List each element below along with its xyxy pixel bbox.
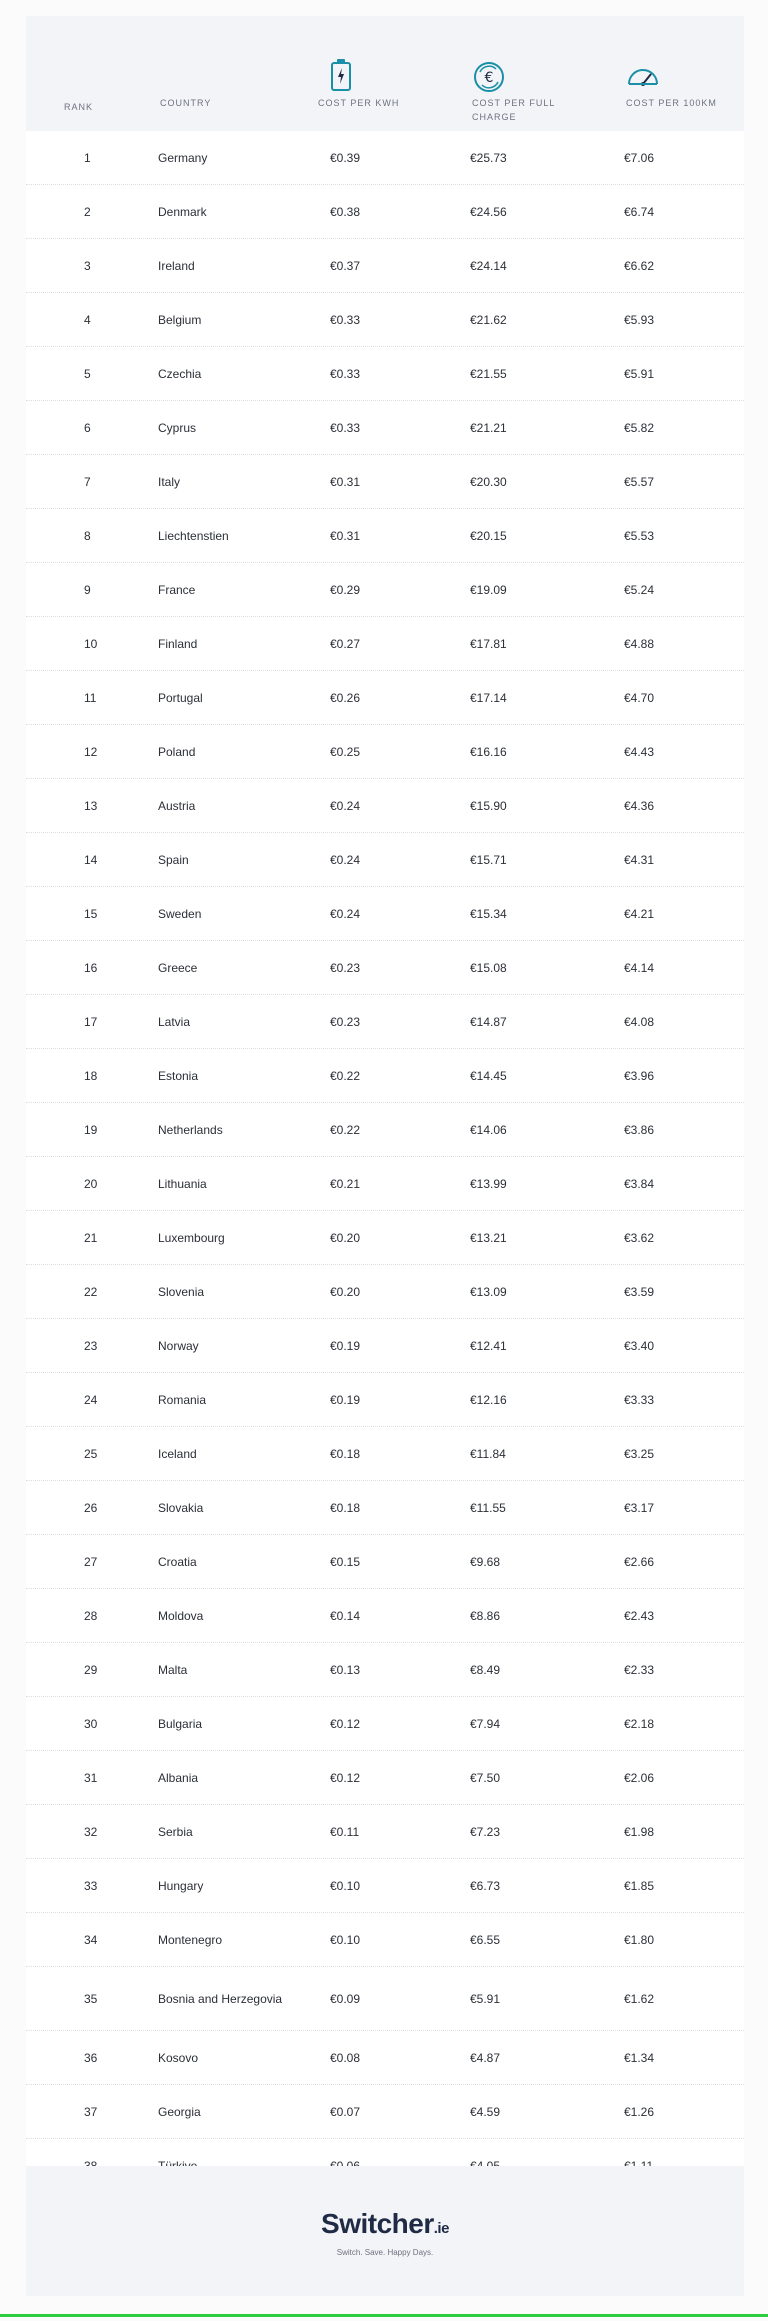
country-cell: Greece <box>158 960 198 975</box>
country-cell: Spain <box>158 852 189 867</box>
rank-cell: 30 <box>84 1716 98 1731</box>
cost-per-100km-cell: €4.31 <box>624 852 655 867</box>
country-cell: Slovenia <box>158 1284 205 1299</box>
cost-per-100km-cell: €5.53 <box>624 528 655 543</box>
cost-per-full-charge-cell: €14.06 <box>470 1122 507 1137</box>
rank-cell: 35 <box>84 1991 98 2006</box>
rank-cell: 36 <box>84 2050 98 2065</box>
cost-per-100km-cell: €4.88 <box>624 636 655 651</box>
svg-text:€: € <box>484 70 494 86</box>
country-cell: Ireland <box>158 258 195 273</box>
cost-per-100km-cell: €2.66 <box>624 1554 655 1569</box>
table-row <box>26 1751 744 1805</box>
table-row <box>26 941 744 995</box>
cost-per-kwh-cell: €0.27 <box>330 636 361 651</box>
cost-per-kwh-cell: €0.25 <box>330 744 361 759</box>
rank-cell: 10 <box>84 636 98 651</box>
country-cell: Norway <box>158 1338 199 1353</box>
cost-per-100km-cell: €4.36 <box>624 798 655 813</box>
cost-per-100km-cell: €1.80 <box>624 1932 655 1947</box>
cost-per-100km-cell: €4.43 <box>624 744 655 759</box>
country-cell: Estonia <box>158 1068 199 1083</box>
cost-per-kwh-cell: €0.22 <box>330 1068 361 1083</box>
rank-cell: 23 <box>84 1338 98 1353</box>
country-cell: France <box>158 582 196 597</box>
cost-per-100km-cell: €4.08 <box>624 1014 655 1029</box>
rank-cell: 3 <box>84 258 91 273</box>
cost-per-full-charge-cell: €8.49 <box>470 1662 501 1677</box>
cost-per-full-charge-cell: €6.55 <box>470 1932 501 1947</box>
table-row <box>26 1481 744 1535</box>
country-cell: Cyprus <box>158 420 197 435</box>
table-row <box>26 833 744 887</box>
country-cell: Bulgaria <box>158 1716 203 1731</box>
country-cell: Italy <box>158 474 181 489</box>
cost-per-kwh-cell: €0.20 <box>330 1230 361 1245</box>
rank-cell: 9 <box>84 582 91 597</box>
table-row <box>26 1373 744 1427</box>
cost-per-100km-cell: €5.91 <box>624 366 655 381</box>
table-row <box>26 671 744 725</box>
country-cell: Finland <box>158 636 198 651</box>
cost-per-full-charge-cell: €19.09 <box>470 582 507 597</box>
cost-per-full-charge-cell: €4.59 <box>470 2104 501 2119</box>
cost-per-kwh-cell: €0.31 <box>330 528 361 543</box>
cost-per-full-charge-cell: €14.87 <box>470 1014 507 1029</box>
cost-per-kwh-cell: €0.13 <box>330 1662 361 1677</box>
cost-per-kwh-cell: €0.33 <box>330 420 361 435</box>
cost-per-kwh-cell: €0.10 <box>330 1932 361 1947</box>
country-cell: Bosnia and Herzegovia <box>158 1991 283 2006</box>
cost-per-full-charge-cell: €24.14 <box>470 258 507 273</box>
cost-per-100km-cell: €2.18 <box>624 1716 655 1731</box>
rank-cell: 31 <box>84 1770 98 1785</box>
table-row <box>26 725 744 779</box>
table-body <box>26 131 744 2193</box>
cost-per-100km-cell: €1.26 <box>624 2104 655 2119</box>
rank-cell: 26 <box>84 1500 98 1515</box>
cost-per-full-charge-cell: €15.34 <box>470 906 507 921</box>
rank-cell: 33 <box>84 1878 98 1893</box>
country-cell: Netherlands <box>158 1122 223 1137</box>
cost-per-full-charge-cell: €12.41 <box>470 1338 507 1353</box>
cost-per-full-charge-cell: €25.73 <box>470 150 507 165</box>
table-row <box>26 185 744 239</box>
cost-per-100km-cell: €4.14 <box>624 960 655 975</box>
rank-cell: 6 <box>84 420 91 435</box>
rank-cell: 16 <box>84 960 98 975</box>
rank-cell: 17 <box>84 1014 98 1029</box>
bottom-accent-line <box>0 2314 768 2317</box>
rank-cell: 32 <box>84 1824 98 1839</box>
country-cell: Germany <box>158 150 208 165</box>
table-row <box>26 1535 744 1589</box>
header-rank: RANK <box>64 102 94 112</box>
rank-cell: 22 <box>84 1284 98 1299</box>
cost-per-full-charge-cell: €9.68 <box>470 1554 501 1569</box>
cost-per-100km-cell: €4.21 <box>624 906 655 921</box>
cost-per-kwh-cell: €0.21 <box>330 1176 361 1191</box>
country-cell: Georgia <box>158 2104 201 2119</box>
cost-per-full-charge-cell: €15.71 <box>470 852 507 867</box>
cost-per-full-charge-cell: €20.15 <box>470 528 507 543</box>
table-row <box>26 1697 744 1751</box>
brand-tld: .ie <box>433 2220 449 2237</box>
country-cell: Denmark <box>158 204 207 219</box>
table-row <box>26 239 744 293</box>
table-row <box>26 131 744 185</box>
cost-per-full-charge-cell: €13.21 <box>470 1230 507 1245</box>
table-row <box>26 1859 744 1913</box>
rank-cell: 1 <box>84 150 91 165</box>
rank-cell: 11 <box>84 690 97 705</box>
cost-per-kwh-cell: €0.12 <box>330 1770 361 1785</box>
rank-cell: 18 <box>84 1068 98 1083</box>
cost-per-full-charge-cell: €17.81 <box>470 636 507 651</box>
cost-per-full-charge-cell: €6.73 <box>470 1878 501 1893</box>
table-row <box>26 1805 744 1859</box>
cost-per-full-charge-cell: €21.55 <box>470 366 507 381</box>
cost-per-kwh-cell: €0.07 <box>330 2104 361 2119</box>
table-row <box>26 293 744 347</box>
cost-per-100km-cell: €2.43 <box>624 1608 655 1623</box>
country-cell: Luxembourg <box>158 1230 225 1245</box>
cost-per-kwh-cell: €0.22 <box>330 1122 361 1137</box>
battery-icon <box>330 58 352 97</box>
rank-cell: 5 <box>84 366 91 381</box>
rank-cell: 15 <box>84 906 98 921</box>
table-row <box>26 2085 744 2139</box>
cost-per-kwh-cell: €0.24 <box>330 852 361 867</box>
cost-per-100km-cell: €5.57 <box>624 474 655 489</box>
cost-per-kwh-cell: €0.23 <box>330 1014 361 1029</box>
cost-per-100km-cell: €3.59 <box>624 1284 655 1299</box>
country-cell: Lithuania <box>158 1176 207 1191</box>
table-row <box>26 1589 744 1643</box>
table-row <box>26 1049 744 1103</box>
table-row <box>26 455 744 509</box>
cost-per-full-charge-cell: €15.08 <box>470 960 507 975</box>
cost-per-100km-cell: €5.82 <box>624 420 655 435</box>
cost-per-full-charge-cell: €4.87 <box>470 2050 501 2065</box>
cost-per-100km-cell: €1.98 <box>624 1824 655 1839</box>
cost-per-100km-cell: €3.40 <box>624 1338 655 1353</box>
country-cell: Croatia <box>158 1554 197 1569</box>
rank-cell: 27 <box>84 1554 98 1569</box>
table-row <box>26 509 744 563</box>
cost-per-kwh-cell: €0.26 <box>330 690 361 705</box>
table-row <box>26 563 744 617</box>
cost-per-full-charge-cell: €11.55 <box>470 1500 506 1515</box>
country-cell: Iceland <box>158 1446 197 1461</box>
header-cost-per-full-charge-line2: CHARGE <box>472 112 517 122</box>
cost-per-full-charge-cell: €16.16 <box>470 744 507 759</box>
table-row <box>26 1427 744 1481</box>
cost-per-full-charge-cell: €21.62 <box>470 312 507 327</box>
euro-coin-icon <box>472 60 506 99</box>
speedometer-icon <box>626 64 660 93</box>
country-cell: Liechtenstien <box>158 528 229 543</box>
cost-per-100km-cell: €6.62 <box>624 258 655 273</box>
cost-per-100km-cell: €2.06 <box>624 1770 655 1785</box>
cost-per-full-charge-cell: €13.09 <box>470 1284 507 1299</box>
cost-per-full-charge-cell: €24.56 <box>470 204 507 219</box>
header-cost-per-full-charge <box>472 96 555 124</box>
country-cell: Romania <box>158 1392 207 1407</box>
cost-per-100km-cell: €5.93 <box>624 312 655 327</box>
cost-per-kwh-cell: €0.08 <box>330 2050 361 2065</box>
cost-per-100km-cell: €1.34 <box>624 2050 655 2065</box>
rank-cell: 8 <box>84 528 91 543</box>
cost-per-full-charge-cell: €5.91 <box>470 1991 501 2006</box>
table-header <box>26 16 744 131</box>
country-cell: Serbia <box>158 1824 193 1839</box>
header-cost-per-full-charge-line1: COST PER FULL <box>472 98 556 108</box>
table-row <box>26 1103 744 1157</box>
cost-per-100km-cell: €3.96 <box>624 1068 655 1083</box>
country-cell: Sweden <box>158 906 202 921</box>
rank-cell: 25 <box>84 1446 98 1461</box>
cost-per-kwh-cell: €0.37 <box>330 258 361 273</box>
cost-per-full-charge-cell: €7.94 <box>470 1716 501 1731</box>
cost-per-full-charge-cell: €15.90 <box>470 798 507 813</box>
rank-cell: 24 <box>84 1392 98 1407</box>
country-cell: Kosovo <box>158 2050 199 2065</box>
country-cell: Portugal <box>158 690 203 705</box>
table-row <box>26 347 744 401</box>
cost-per-kwh-cell: €0.10 <box>330 1878 361 1893</box>
cost-per-100km-cell: €6.74 <box>624 204 655 219</box>
cost-per-100km-cell: €4.70 <box>624 690 655 705</box>
table-row <box>26 1967 744 2031</box>
table-row <box>26 1211 744 1265</box>
rank-cell: 19 <box>84 1122 98 1137</box>
cost-per-full-charge-cell: €12.16 <box>470 1392 507 1407</box>
cost-per-kwh-cell: €0.31 <box>330 474 361 489</box>
cost-per-kwh-cell: €0.24 <box>330 798 361 813</box>
country-cell: Slovakia <box>158 1500 204 1515</box>
rank-cell: 4 <box>84 312 91 327</box>
cost-per-100km-cell: €5.24 <box>624 582 655 597</box>
country-cell: Albania <box>158 1770 199 1785</box>
cost-per-kwh-cell: €0.15 <box>330 1554 361 1569</box>
cost-per-full-charge-cell: €8.86 <box>470 1608 501 1623</box>
table-row <box>26 2031 744 2085</box>
table-row <box>26 1913 744 1967</box>
cost-per-100km-cell: €2.33 <box>624 1662 655 1677</box>
country-cell: Malta <box>158 1662 188 1677</box>
cost-per-full-charge-cell: €17.14 <box>470 690 507 705</box>
cost-per-100km-cell: €3.33 <box>624 1392 655 1407</box>
table-row <box>26 1157 744 1211</box>
cost-per-100km-cell: €1.85 <box>624 1878 655 1893</box>
footer <box>26 2166 744 2296</box>
table-row <box>26 1265 744 1319</box>
country-cell: Czechia <box>158 366 202 381</box>
cost-per-kwh-cell: €0.29 <box>330 582 361 597</box>
cost-per-kwh-cell: €0.11 <box>330 1824 360 1839</box>
country-cell: Hungary <box>158 1878 204 1893</box>
rank-cell: 7 <box>84 474 91 489</box>
rank-cell: 29 <box>84 1662 98 1677</box>
country-cell: Latvia <box>158 1014 191 1029</box>
cost-per-full-charge-cell: €20.30 <box>470 474 507 489</box>
table-row <box>26 1643 744 1697</box>
country-cell: Belgium <box>158 312 202 327</box>
rank-cell: 37 <box>84 2104 98 2119</box>
header-country: COUNTRY <box>160 98 212 108</box>
rank-cell: 12 <box>84 744 98 759</box>
cost-per-kwh-cell: €0.12 <box>330 1716 361 1731</box>
table-row <box>26 995 744 1049</box>
cost-per-100km-cell: €3.84 <box>624 1176 655 1191</box>
brand-name: Switcher <box>321 2208 434 2239</box>
cost-per-full-charge-cell: €7.50 <box>470 1770 501 1785</box>
cost-per-kwh-cell: €0.18 <box>330 1446 361 1461</box>
cost-per-kwh-cell: €0.33 <box>330 366 361 381</box>
cost-per-full-charge-cell: €11.84 <box>470 1446 506 1461</box>
rank-cell: 2 <box>84 204 91 219</box>
cost-per-kwh-cell: €0.39 <box>330 150 361 165</box>
ev-charging-cost-table <box>26 16 744 2296</box>
cost-per-100km-cell: €1.62 <box>624 1991 655 2006</box>
cost-per-full-charge-cell: €21.21 <box>470 420 507 435</box>
cost-per-kwh-cell: €0.19 <box>330 1338 361 1353</box>
cost-per-kwh-cell: €0.24 <box>330 906 361 921</box>
table-row <box>26 779 744 833</box>
rank-cell: 20 <box>84 1176 98 1191</box>
cost-per-100km-cell: €3.25 <box>624 1446 655 1461</box>
cost-per-100km-cell: €3.17 <box>624 1500 655 1515</box>
table-row <box>26 401 744 455</box>
switcher-logo <box>26 2208 744 2240</box>
cost-per-kwh-cell: €0.09 <box>330 1991 361 2006</box>
country-cell: Poland <box>158 744 196 759</box>
cost-per-kwh-cell: €0.19 <box>330 1392 361 1407</box>
cost-per-kwh-cell: €0.33 <box>330 312 361 327</box>
rank-cell: 21 <box>84 1230 98 1245</box>
cost-per-kwh-cell: €0.18 <box>330 1500 361 1515</box>
rank-cell: 13 <box>84 798 98 813</box>
cost-per-100km-cell: €3.62 <box>624 1230 655 1245</box>
cost-per-kwh-cell: €0.14 <box>330 1608 361 1623</box>
table-row <box>26 617 744 671</box>
cost-per-full-charge-cell: €13.99 <box>470 1176 507 1191</box>
cost-per-kwh-cell: €0.38 <box>330 204 361 219</box>
tagline: Switch. Save. Happy Days. <box>336 2248 434 2257</box>
cost-per-kwh-cell: €0.20 <box>330 1284 361 1299</box>
country-cell: Montenegro <box>158 1932 223 1947</box>
country-cell: Austria <box>158 798 196 813</box>
header-cost-per-100km: COST PER 100KM <box>626 98 717 108</box>
rank-cell: 14 <box>84 852 98 867</box>
cost-per-full-charge-cell: €7.23 <box>470 1824 501 1839</box>
rank-cell: 34 <box>84 1932 98 1947</box>
table-row <box>26 1319 744 1373</box>
cost-per-100km-cell: €7.06 <box>624 150 655 165</box>
table-row <box>26 887 744 941</box>
header-cost-per-kwh: COST PER KWH <box>318 98 400 108</box>
rank-cell: 28 <box>84 1608 98 1623</box>
cost-per-kwh-cell: €0.23 <box>330 960 361 975</box>
country-cell: Moldova <box>158 1608 204 1623</box>
cost-per-full-charge-cell: €14.45 <box>470 1068 507 1083</box>
cost-per-100km-cell: €3.86 <box>624 1122 655 1137</box>
